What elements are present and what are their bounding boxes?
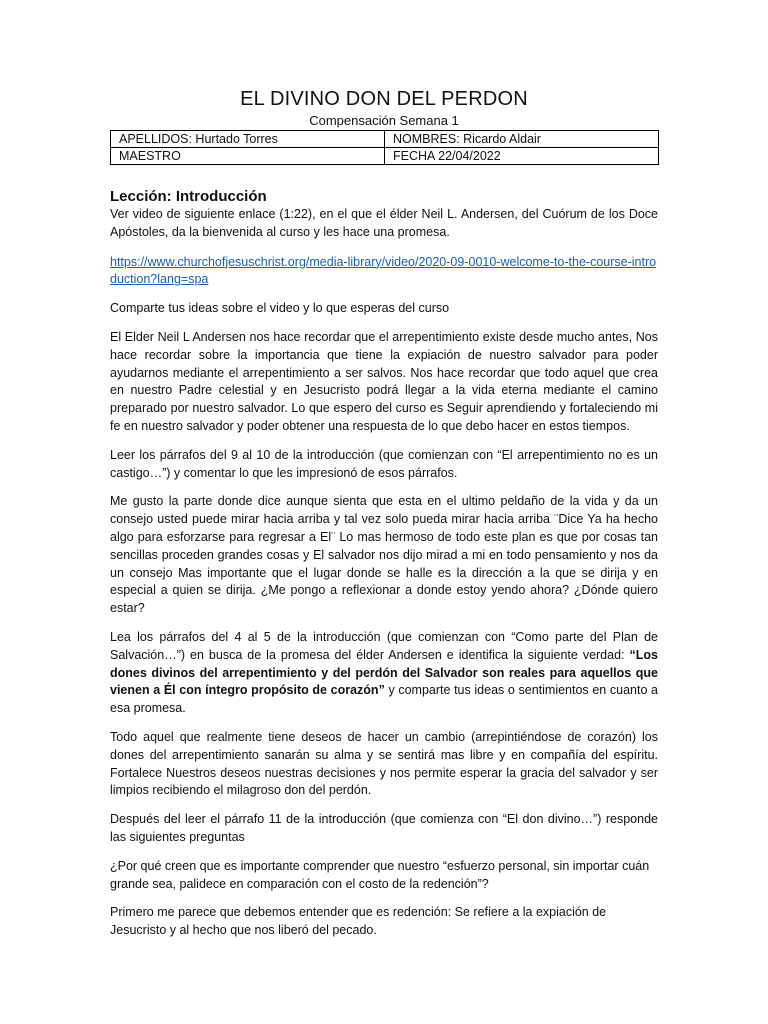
lesson-intro: Ver video de siguiente enlace (1:22), en el que el élder Neil L. Andersen, del Cuórum de los Doce Apóstoles, da la bienvenida al curso y les hace una promesa. — [110, 207, 658, 239]
question-3-text-end: y comparte tus ideas o sentimientos en cuanto a esa promesa. — [110, 683, 658, 716]
lesson-heading: Lección: Introducción — [110, 188, 267, 205]
question-3-quote: “Los dones divinos del arrepentimiento y del perdón del Salvador son reales para aquellos que vienen a Él con íntegro propósito de corazón” — [110, 647, 658, 698]
question-3-text: Lea los párrafos del 4 al 5 de la introducción (que comienzan con “Como parte del Plan de Salvación…”) en busca de la promesa del élder Andersen e identifica la siguiente verdad: — [110, 629, 658, 662]
names-cell: NOMBRES: Ricardo Aldair — [385, 131, 659, 148]
answer-2: Me gusto la parte donde dice aunque sienta que esta en el ultimo peldaño de la vida y da un consejo usted puede mirar hacia arriba y tal vez solo pueda mirar hacia arriba ¨Dice Ya ha hecho algo para esforzarse para regresar a El¨ Lo mas hermoso de todo este plan es que por cosas tan sencillas proceden grandes cosas y El salvador nos dijo mirad a mi en todo pensamiento y nos da un consejo Mas importante que el lugar donde se halle es la dirección a la que se dirija y en especial a quien se dirija. ¿Me pongo a reflexionar a donde estoy yendo ahora? ¿Dónde quiero estar? — [110, 494, 658, 616]
question-4: Después del leer el párrafo 11 de la introducción (que comienza con “El don divino…”) responde las siguientes preguntas — [110, 812, 658, 844]
document-subtitle: Compensación Semana 1 — [309, 113, 459, 128]
student-info-table — [110, 130, 659, 165]
question-5: ¿Por qué creen que es importante comprender que nuestro “esfuerzo personal, sin importar cuán grande sea, palidece en comparación con el costo de la redención”? — [110, 858, 650, 891]
answer-5: Primero me parece que debemos entender que es redención: Se refiere a la expiación de Jesucristo y al hecho que nos liberó del pecado. — [110, 905, 607, 938]
answer-1: El Elder Neil L Andersen nos hace recordar que el arrepentimiento existe desde mucho antes, Nos hace recordar sobre la importancia que tiene la expiación de nuestro salvador para poder ayudarnos mediante el arrepentimiento a ser salvos. Nos hace recordar que todo aquel que crea en nuestro Padre celestial y en Jesucristo podrá llegar a la vida eterna mediante el camino preparado por nuestro salvador. Lo que espero del curso es Seguir aprendiendo y fortaleciendo mi fe en nuestro salvador y poder obtener una respuesta de lo que debo hacer en estos tiempos. — [110, 329, 658, 433]
video-link[interactable]: https://www.churchofjesuschrist.org/media-library/video/2020-09-0010-welcome-to-the-course-introduction?lang=spa — [110, 254, 657, 287]
surname-cell: APELLIDOS: Hurtado Torres — [111, 131, 385, 148]
question-2: Leer los párrafos del 9 al 10 de la introducción (que comienzan con “El arrepentimiento no es un castigo…”) y comentar lo que les impresionó de esos párrafos. — [110, 447, 658, 480]
table-row — [111, 131, 659, 148]
document-title: EL DIVINO DON DEL PERDON — [240, 88, 528, 110]
question-3 — [110, 629, 658, 718]
table-row — [111, 148, 659, 165]
teacher-cell: MAESTRO — [111, 148, 385, 165]
answer-3: Todo aquel que realmente tiene deseos de hacer un cambio (arrepintiéndose de corazón) los dones del arrepentimiento sanarán su alma y se sentirá mas libre y en compañía del espíritu. Fortalece Nuestros deseos nuestras decisiones y nos permite esperar la gracia del salvador y ser limpios recibiendo el milagroso don del perdón. — [110, 729, 658, 798]
date-cell: FECHA 22/04/2022 — [385, 148, 659, 165]
question-1: Comparte tus ideas sobre el video y lo que esperas del curso — [110, 301, 450, 316]
